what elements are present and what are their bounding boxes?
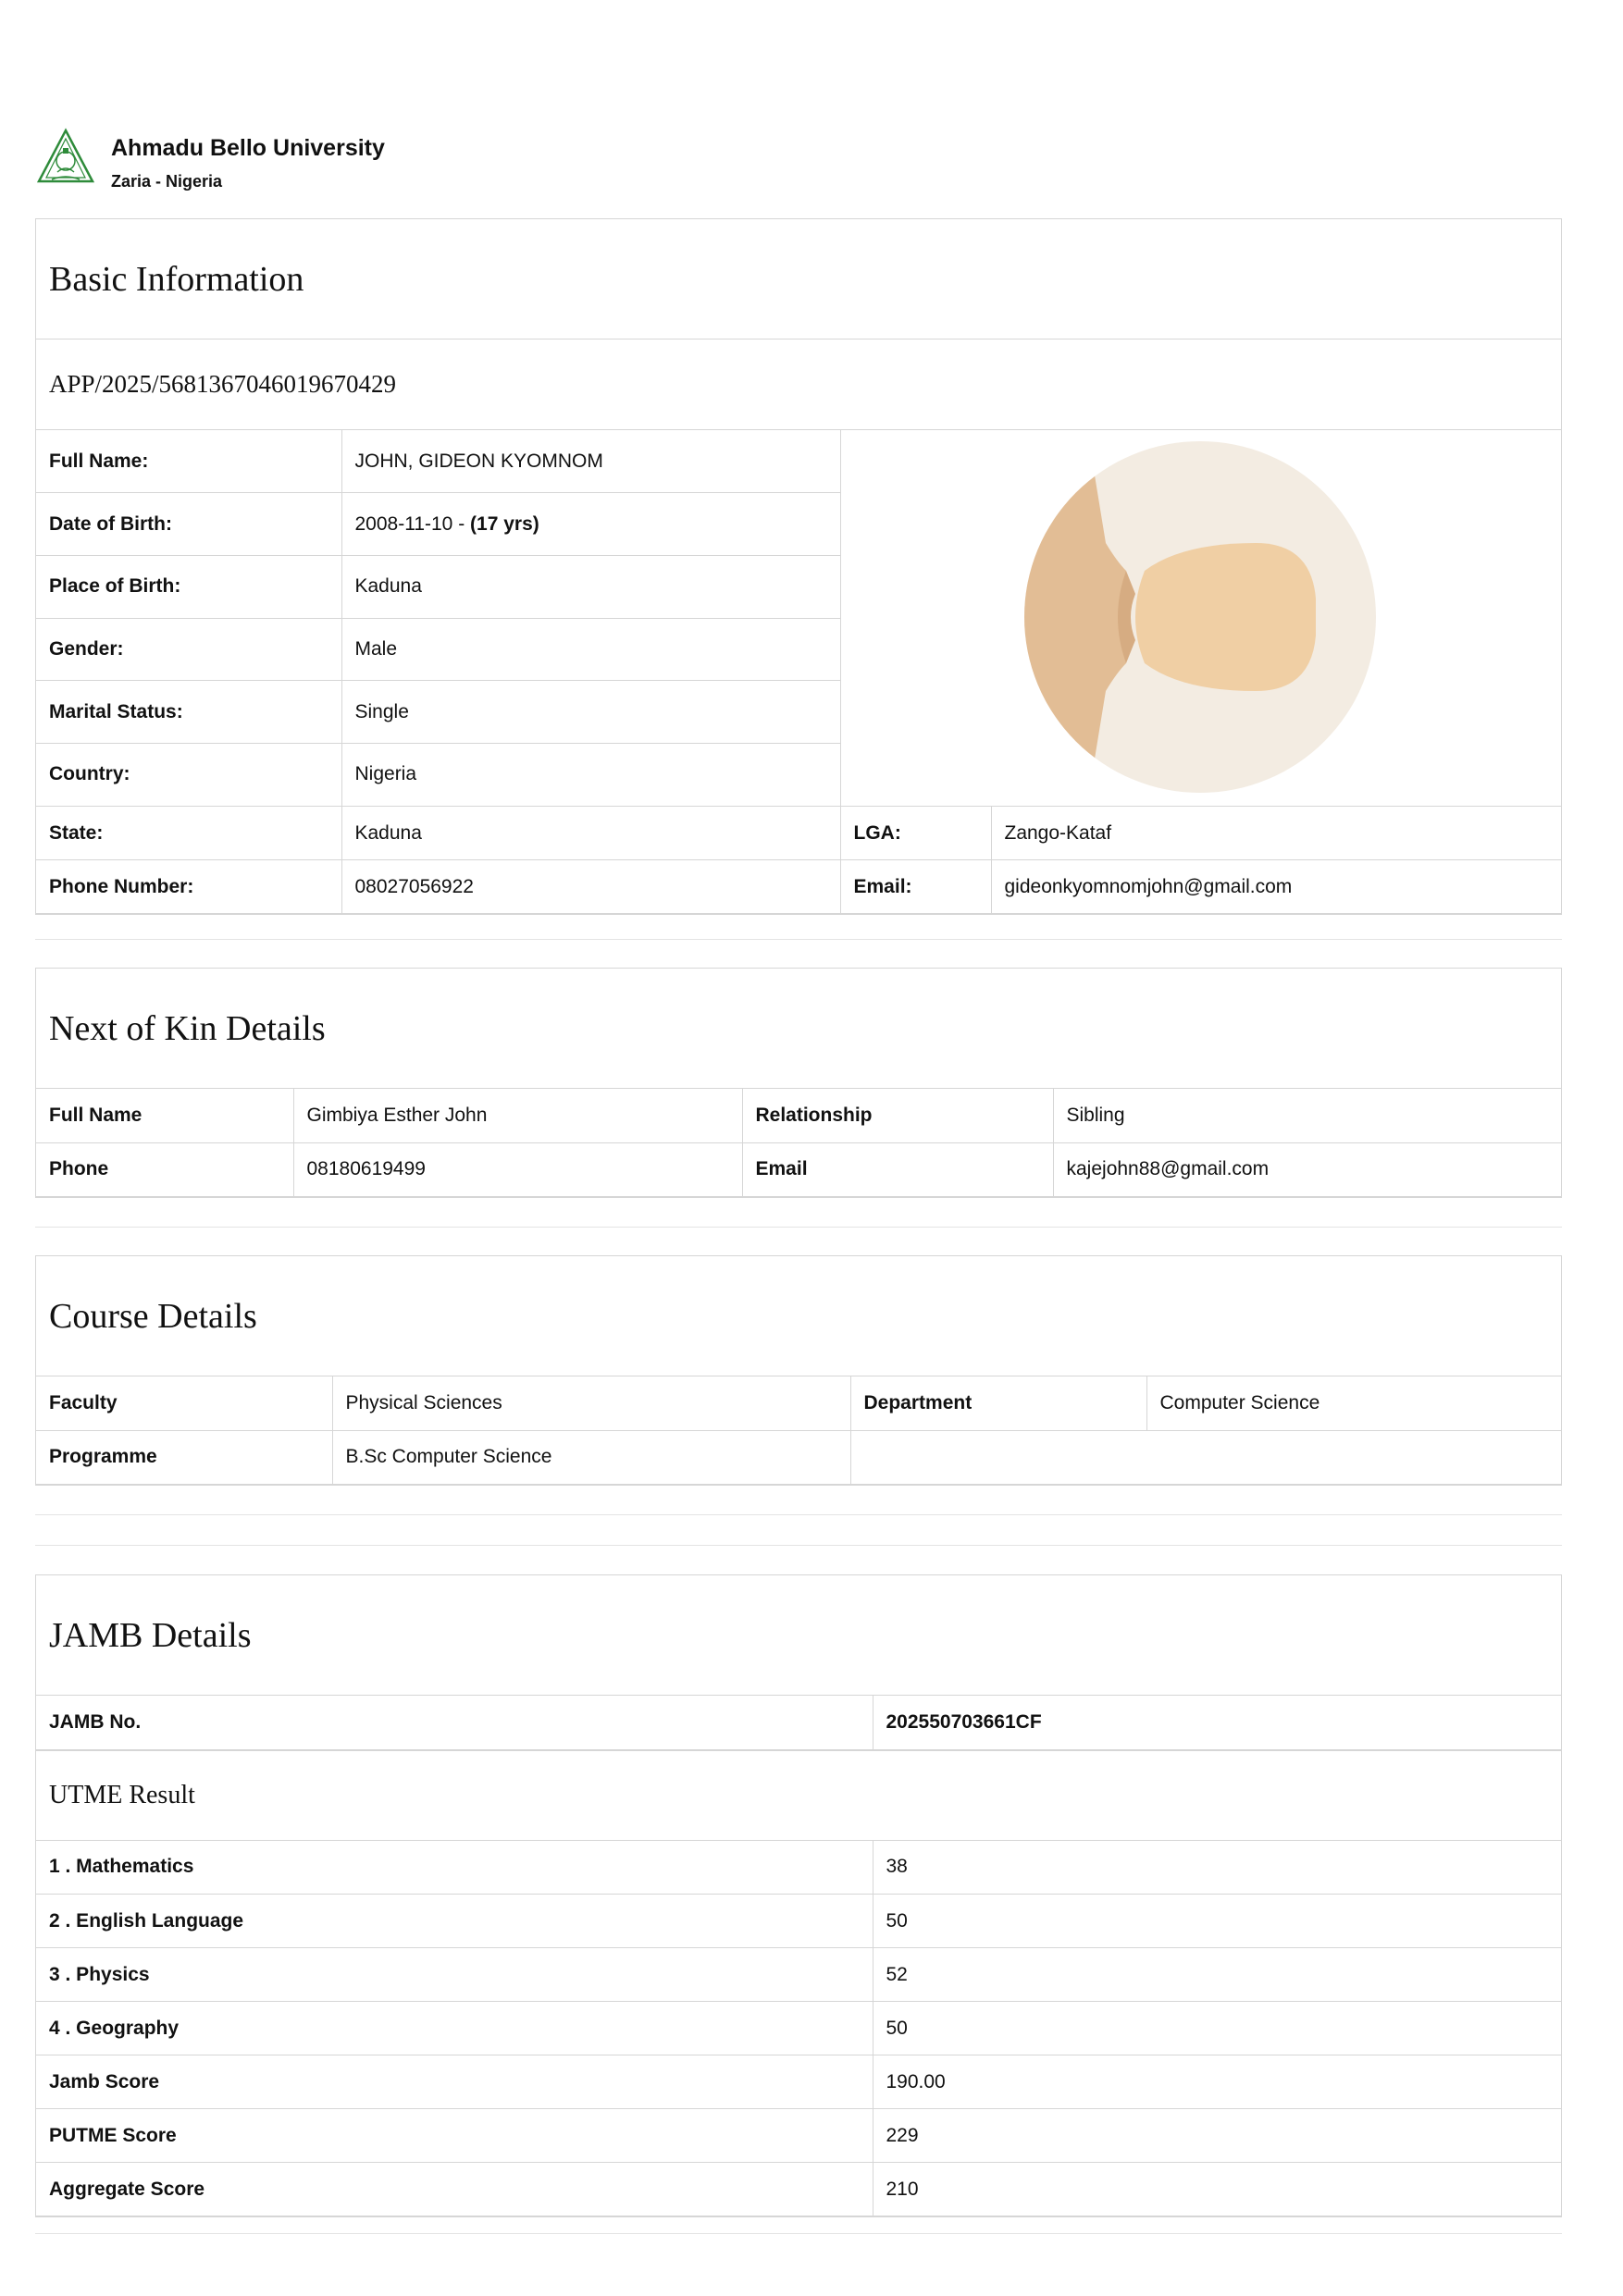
table-row bbox=[36, 1430, 1561, 1484]
table-row bbox=[36, 618, 840, 681]
department-value: Computer Science bbox=[1146, 1376, 1561, 1430]
table-row bbox=[36, 2109, 1561, 2163]
university-name: Ahmadu Bello University bbox=[111, 135, 385, 161]
table-row bbox=[36, 681, 840, 744]
full-name-label: Full Name: bbox=[36, 430, 341, 493]
faculty-value: Physical Sciences bbox=[332, 1376, 850, 1430]
place-of-birth-label: Place of Birth: bbox=[36, 555, 341, 618]
country-label: Country: bbox=[36, 743, 341, 806]
table-row bbox=[36, 1948, 1561, 2002]
aggregate-score-label: Aggregate Score bbox=[36, 2163, 873, 2216]
section-divider bbox=[35, 1545, 1562, 1546]
section-divider bbox=[35, 1227, 1562, 1228]
kin-relationship-value: Sibling bbox=[1053, 1089, 1561, 1142]
kin-name-label: Full Name bbox=[36, 1089, 293, 1142]
lga-value: Zango-Kataf bbox=[991, 807, 1561, 860]
kin-relationship-label: Relationship bbox=[742, 1089, 1053, 1142]
lga-label: LGA: bbox=[840, 807, 991, 860]
basic-info-grid bbox=[36, 430, 1561, 806]
section-divider bbox=[35, 939, 1562, 940]
jamb-score-label: Jamb Score bbox=[36, 2055, 873, 2109]
jamb-no-value: 202550703661CF bbox=[873, 1696, 1561, 1749]
table-row bbox=[36, 1841, 1561, 1895]
contact-table bbox=[36, 806, 1561, 914]
phone-value: 08027056922 bbox=[341, 860, 840, 914]
jamb-details-card bbox=[35, 1574, 1562, 2217]
programme-value: B.Sc Computer Science bbox=[332, 1430, 850, 1484]
subject-label: 4 . Geography bbox=[36, 2002, 873, 2055]
section-divider bbox=[35, 2233, 1562, 2234]
table-row bbox=[36, 1696, 1561, 1749]
place-of-birth-value: Kaduna bbox=[341, 555, 840, 618]
section-divider bbox=[35, 1514, 1562, 1515]
subject-label: 2 . English Language bbox=[36, 1895, 873, 1948]
table-row bbox=[36, 743, 840, 806]
course-details-title: Course Details bbox=[36, 1256, 1561, 1376]
jamb-number-table bbox=[36, 1696, 1561, 1750]
course-details-card bbox=[35, 1255, 1562, 1486]
kin-phone-value: 08180619499 bbox=[293, 1142, 742, 1196]
dob-value: 2008-11-10 - bbox=[354, 512, 471, 535]
jamb-score-value: 190.00 bbox=[873, 2055, 1561, 2109]
kin-phone-label: Phone bbox=[36, 1142, 293, 1196]
table-row bbox=[36, 1376, 1561, 1430]
email-value: gideonkyomnomjohn@gmail.com bbox=[991, 860, 1561, 914]
full-name-value: JOHN, GIDEON KYOMNOM bbox=[341, 430, 840, 493]
putme-score-label: PUTME Score bbox=[36, 2109, 873, 2163]
aggregate-score-value: 210 bbox=[873, 2163, 1561, 2216]
faculty-label: Faculty bbox=[36, 1376, 332, 1430]
gender-label: Gender: bbox=[36, 618, 341, 681]
dob-label: Date of Birth: bbox=[36, 493, 341, 556]
utme-result-title: UTME Result bbox=[36, 1750, 1561, 1841]
basic-information-title: Basic Information bbox=[36, 219, 1561, 339]
university-crest-icon bbox=[35, 128, 96, 189]
table-row bbox=[36, 555, 840, 618]
marital-status-label: Marital Status: bbox=[36, 681, 341, 744]
subject-score: 52 bbox=[873, 1948, 1561, 2002]
dob-cell bbox=[341, 493, 840, 556]
programme-label: Programme bbox=[36, 1430, 332, 1484]
table-row bbox=[36, 1089, 1561, 1142]
table-row bbox=[36, 1895, 1561, 1948]
email-label: Email: bbox=[840, 860, 991, 914]
avatar-placeholder-icon bbox=[1024, 441, 1376, 793]
state-label: State: bbox=[36, 807, 341, 860]
next-of-kin-card bbox=[35, 968, 1562, 1198]
kin-email-value: kajejohn88@gmail.com bbox=[1053, 1142, 1561, 1196]
table-row bbox=[36, 2055, 1561, 2109]
subject-score: 50 bbox=[873, 2002, 1561, 2055]
next-of-kin-title: Next of Kin Details bbox=[36, 969, 1561, 1089]
application-number: APP/2025/5681367046019670429 bbox=[36, 339, 1561, 430]
subject-score: 38 bbox=[873, 1841, 1561, 1895]
basic-information-card bbox=[35, 218, 1562, 915]
table-row bbox=[36, 2002, 1561, 2055]
photo-cell bbox=[840, 430, 1561, 806]
jamb-no-label: JAMB No. bbox=[36, 1696, 873, 1749]
table-row bbox=[36, 493, 840, 556]
state-value: Kaduna bbox=[341, 807, 840, 860]
course-details-table bbox=[36, 1376, 1561, 1485]
utme-result-table bbox=[36, 1841, 1561, 2217]
basic-info-table bbox=[36, 430, 840, 807]
empty-cell bbox=[850, 1430, 1561, 1484]
kin-name-value: Gimbiya Esther John bbox=[293, 1089, 742, 1142]
university-location: Zaria - Nigeria bbox=[111, 172, 223, 191]
phone-label: Phone Number: bbox=[36, 860, 341, 914]
next-of-kin-table bbox=[36, 1089, 1561, 1197]
age-value: (17 yrs) bbox=[470, 512, 539, 535]
subject-label: 1 . Mathematics bbox=[36, 1841, 873, 1895]
subject-score: 50 bbox=[873, 1895, 1561, 1948]
gender-value: Male bbox=[341, 618, 840, 681]
kin-email-label: Email bbox=[742, 1142, 1053, 1196]
jamb-details-title: JAMB Details bbox=[36, 1575, 1561, 1696]
table-row bbox=[36, 430, 840, 493]
table-row bbox=[36, 807, 1561, 860]
marital-status-value: Single bbox=[341, 681, 840, 744]
putme-score-value: 229 bbox=[873, 2109, 1561, 2163]
country-value: Nigeria bbox=[341, 743, 840, 806]
department-label: Department bbox=[850, 1376, 1146, 1430]
subject-label: 3 . Physics bbox=[36, 1948, 873, 2002]
table-row bbox=[36, 860, 1561, 914]
table-row bbox=[36, 1142, 1561, 1196]
table-row bbox=[36, 2163, 1561, 2216]
